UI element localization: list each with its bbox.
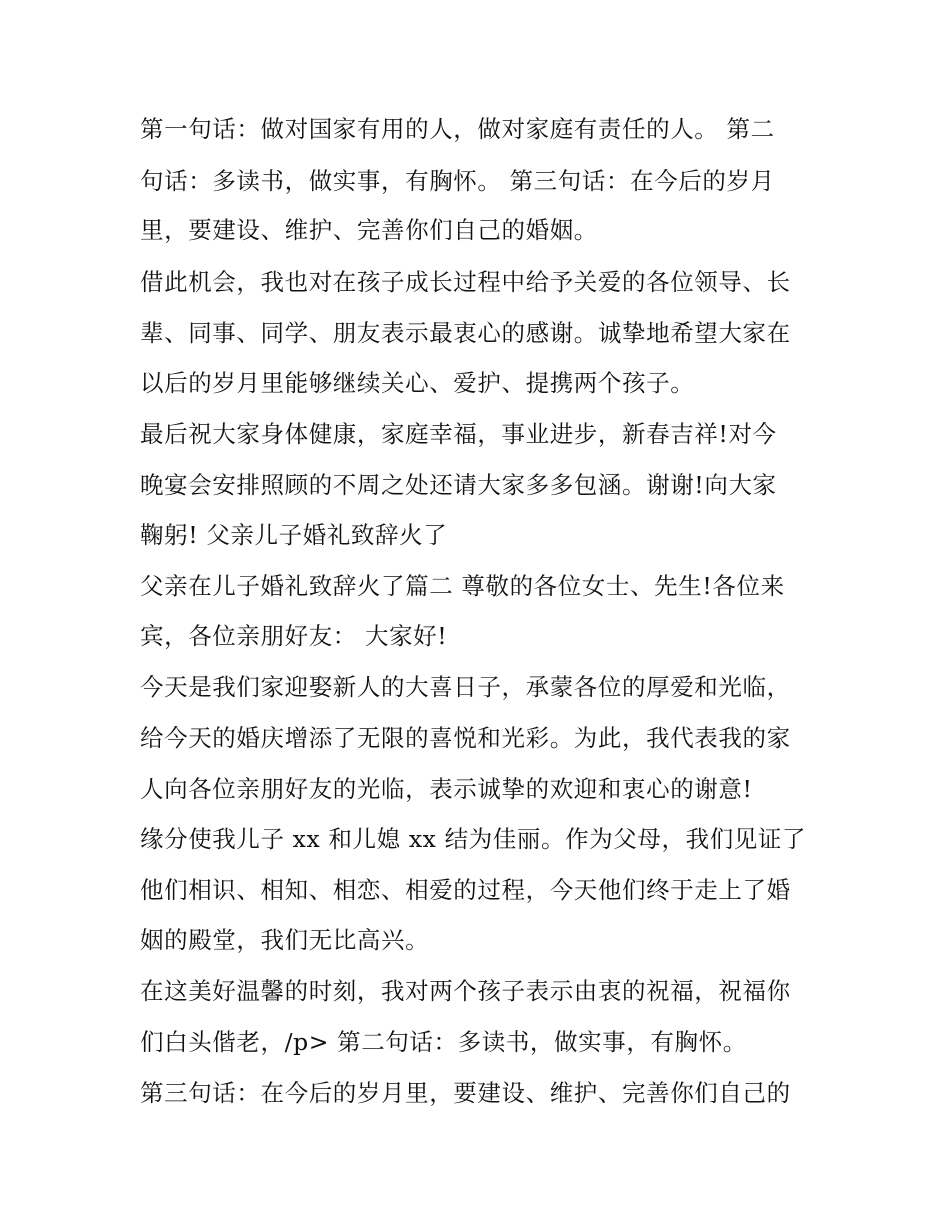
text-line: 里，要建设、维护、完善你们自己的婚姻。 [140,216,598,244]
text-line: 们白头偕老，/p> 第二句话：多读书，做实事，有胸怀。 [140,1028,747,1056]
text-line: 父亲在儿子婚礼致辞火了篇二 尊敬的各位女士、先生!各位来 [140,572,785,600]
text-line: 姻的殿堂，我们无比高兴。 [140,926,430,954]
text-line: 人向各位亲朋好友的光临，表示诚挚的欢迎和衷心的谢意! [140,775,753,803]
text-line: 鞠躬! 父亲儿子婚礼致辞火了 [140,521,448,549]
text-line: 在这美好温馨的时刻，我对两个孩子表示由衷的祝福，祝福你 [140,977,791,1005]
text-line: 以后的岁月里能够继续关心、爱护、提携两个孩子。 [140,369,695,397]
text-line: 最后祝大家身体健康，家庭幸福，事业进步，新春吉祥!对今 [140,420,777,448]
text-line: 给今天的婚庆增添了无限的喜悦和光彩。为此，我代表我的家 [140,724,791,752]
text-line: 辈、同事、同学、朋友表示最衷心的感谢。诚挚地希望大家在 [140,319,791,347]
text-line: 他们相识、相知、相恋、相爱的过程，今天他们终于走上了婚 [140,876,791,904]
text-line: 晚宴会安排照顾的不周之处还请大家多多包涵。谢谢!向大家 [140,471,777,499]
text-line: 句话：多读书，做实事，有胸怀。 第三句话：在今后的岁月 [140,167,775,195]
text-line: 第三句话：在今后的岁月里，要建设、维护、完善你们自己的 [140,1079,791,1107]
text-line: 借此机会，我也对在孩子成长过程中给予关爱的各位领导、长 [140,268,791,296]
text-line: 今天是我们家迎娶新人的大喜日子，承蒙各位的厚爱和光临， [140,673,791,701]
text-line: 缘分使我儿子 xx 和儿媳 xx 结为佳丽。作为父母，我们见证了 [140,825,807,853]
text-line: 宾，各位亲朋好友： 大家好! [140,622,448,650]
text-line: 第一句话：做对国家有用的人，做对家庭有责任的人。 第二 [140,115,775,143]
